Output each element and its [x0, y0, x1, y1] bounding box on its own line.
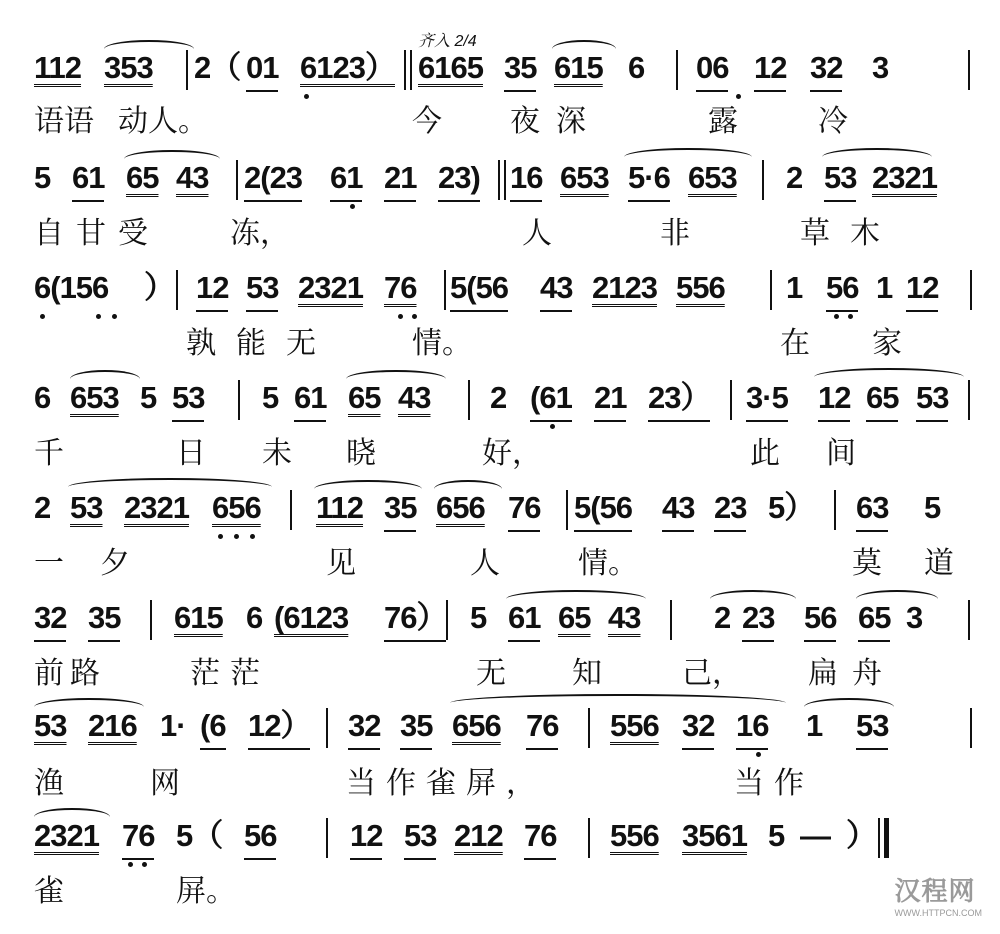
slur — [34, 698, 144, 716]
lyric: 人 — [470, 547, 500, 580]
note-group: 212 — [454, 818, 503, 853]
octave-dot — [736, 94, 741, 99]
octave-dot — [128, 862, 133, 867]
bar-line — [236, 160, 238, 200]
lyric: 孰能无 — [186, 327, 336, 360]
octave-dot — [218, 534, 223, 539]
notation-row-6 — [0, 596, 1000, 648]
watermark-logo — [895, 871, 982, 918]
octave-dot — [834, 314, 839, 319]
bar-line — [326, 818, 328, 858]
note-group: 615 — [174, 600, 223, 635]
slur — [506, 590, 646, 608]
bar-line — [410, 50, 412, 90]
bar-line — [970, 708, 972, 748]
lyric: 当作 — [734, 767, 814, 800]
note-group: 653 — [70, 380, 119, 415]
bar-line — [498, 160, 500, 200]
note-group: 76 — [508, 486, 540, 532]
note-group: 2 — [490, 380, 507, 415]
note-group: 6(156 — [34, 270, 109, 305]
lyric: 渔 — [34, 767, 64, 800]
bar-line — [676, 50, 678, 90]
bar-line — [968, 380, 970, 420]
bar-line — [834, 490, 836, 530]
slur — [814, 368, 964, 386]
note-group: 653 — [688, 160, 737, 195]
note-group: 23） — [648, 376, 710, 422]
note-group: 656 — [452, 708, 501, 743]
note-group: 3·5 — [746, 376, 788, 422]
bar-line — [968, 50, 970, 90]
bar-line — [968, 600, 970, 640]
octave-dot — [350, 204, 355, 209]
lyric: 未 — [262, 437, 292, 470]
lyric: 知 — [572, 657, 602, 690]
note-group: 2 — [34, 490, 51, 525]
bar-line — [504, 160, 506, 200]
bar-line — [150, 600, 152, 640]
lyric: 晓 — [346, 437, 376, 470]
lyric: 己， — [682, 657, 742, 690]
lyric: 见 — [326, 547, 356, 580]
lyric: 人 — [522, 217, 552, 250]
note-group: 556 — [610, 818, 659, 853]
lyric: 动人。 — [118, 105, 208, 138]
note-group: 6 — [246, 600, 263, 635]
lyric: 今 — [412, 105, 442, 138]
note-group: 35 — [400, 704, 432, 750]
tempo-marking: 齐入 2/4 — [418, 33, 477, 50]
note-group: 2 — [786, 160, 803, 195]
note-group: 76 — [122, 814, 154, 860]
lyric: 道 — [924, 547, 954, 580]
note-group: 35 — [384, 486, 416, 532]
slur — [314, 480, 422, 498]
lyric: 好， — [482, 437, 542, 470]
note-group: 2（ — [194, 50, 241, 85]
octave-dot — [398, 314, 403, 319]
lyric: 情。 — [578, 547, 638, 580]
lyric: 在 — [780, 327, 810, 360]
notation-row-3 — [0, 266, 1000, 318]
note-group: 556 — [610, 708, 659, 743]
bar-line — [770, 270, 772, 310]
note-group: 53 — [404, 814, 436, 860]
note-group: 12 — [196, 266, 228, 312]
note-group: 53 — [70, 490, 103, 525]
note-group: 43 — [662, 486, 694, 532]
note-group: (6 — [200, 704, 226, 750]
note-group: 56 — [826, 266, 858, 312]
note-group: 53 — [34, 708, 67, 743]
lyric: 间 — [826, 437, 856, 470]
lyric: 一 — [34, 547, 64, 580]
note-group: 21 — [594, 376, 626, 422]
slur — [346, 370, 446, 388]
note-group: 1 — [876, 270, 893, 305]
bar-line — [290, 490, 292, 530]
lyric: 自甘受 — [34, 217, 160, 250]
lyric: 网 — [150, 767, 180, 800]
note-group: 653 — [560, 160, 609, 195]
slur — [34, 808, 110, 826]
note-group: 23) — [438, 156, 480, 202]
note-group: 76 — [524, 814, 556, 860]
note-group: 43 — [608, 600, 641, 635]
slur — [68, 478, 272, 496]
note-group: 2321 — [298, 270, 363, 305]
note-group: 23 — [742, 596, 774, 642]
note-group: 61 — [72, 156, 104, 202]
bar-line — [970, 270, 972, 310]
notation-row-5 — [0, 486, 1000, 538]
note-group: 3561 — [682, 818, 747, 853]
note-group: 112 — [34, 50, 82, 85]
slur — [70, 370, 140, 388]
octave-dot — [756, 752, 761, 757]
bar-line — [176, 270, 178, 310]
lyric: 冷 — [818, 105, 848, 138]
note-group: 43 — [540, 266, 572, 312]
bar-line — [444, 270, 446, 310]
slur — [804, 698, 894, 716]
lyric: 雀 — [34, 875, 64, 908]
note-group: ） — [144, 270, 174, 305]
bar-line — [326, 708, 328, 748]
lyric: 屏。 — [176, 875, 236, 908]
lyric: 非 — [660, 217, 690, 250]
note-group: 65 — [858, 596, 890, 642]
final-bar-line — [884, 818, 889, 858]
note-group: 61 — [330, 156, 362, 202]
lyric: 夕 — [100, 547, 130, 580]
bar-line — [588, 708, 590, 748]
note-group: 76 — [526, 704, 558, 750]
lyric: 露 — [708, 105, 738, 138]
note-group: 1· — [160, 708, 186, 743]
notation-row-8 — [0, 814, 1000, 866]
lyric: 语语 — [34, 105, 94, 138]
note-group: 5 — [768, 818, 785, 853]
note-group: 61 — [508, 596, 540, 642]
note-group: 61 — [294, 376, 326, 422]
note-group: 35 — [504, 46, 536, 92]
octave-dot — [234, 534, 239, 539]
slur — [450, 694, 786, 712]
note-group: 1 — [786, 270, 803, 305]
bar-line — [468, 380, 470, 420]
note-group: 53 — [824, 156, 856, 202]
note-group: 53 — [246, 266, 278, 312]
octave-dot — [304, 94, 309, 99]
notation-row-2 — [0, 156, 1000, 208]
note-group: 2321 — [872, 160, 937, 195]
octave-dot — [848, 314, 853, 319]
note-group: 06 — [696, 46, 728, 92]
note-group: 56 — [244, 814, 276, 860]
note-group: 12 — [818, 376, 850, 422]
notation-row-1 — [0, 46, 1000, 98]
note-group: 556 — [676, 270, 725, 305]
note-group: 2123 — [592, 270, 657, 305]
lyric: 当作雀屏， — [346, 767, 546, 800]
note-group: 12） — [248, 704, 310, 750]
note-group: 2 — [714, 600, 731, 635]
lyric: 莫 — [852, 547, 882, 580]
note-group: 23 — [714, 486, 746, 532]
note-group: 6 — [628, 50, 645, 85]
note-group: 21 — [384, 156, 416, 202]
note-group: 35 — [88, 596, 120, 642]
octave-dot — [142, 862, 147, 867]
note-group: 656 — [436, 490, 485, 525]
lyric: 扁舟 — [808, 657, 896, 690]
lyric: 此 — [750, 437, 780, 470]
note-group: 32 — [682, 704, 714, 750]
lyric: 夜深 — [510, 105, 602, 138]
slur — [124, 150, 220, 168]
note-group: 5(56 — [450, 266, 508, 312]
slur — [856, 590, 938, 608]
note-group: 5(56 — [574, 486, 632, 532]
lyric: 日 — [176, 437, 206, 470]
note-group: 1 — [806, 708, 823, 743]
note-group: 5 — [262, 380, 279, 415]
note-group: (6123 — [274, 600, 349, 635]
note-group: 53 — [916, 376, 948, 422]
note-group: 32 — [34, 596, 66, 642]
octave-dot — [550, 424, 555, 429]
note-group: 5 — [34, 160, 51, 195]
watermark-name: 汉程网 — [894, 876, 976, 906]
lyric: 无 — [476, 657, 506, 690]
note-group: 16 — [510, 156, 542, 202]
octave-dot — [112, 314, 117, 319]
note-group: 3 — [906, 600, 923, 635]
note-group: 76） — [384, 596, 446, 642]
note-group: — — [800, 818, 830, 853]
note-group: 43 — [398, 380, 431, 415]
note-group: 16 — [736, 704, 768, 750]
bar-line — [404, 50, 406, 90]
note-group: (61 — [530, 376, 572, 422]
note-group: 6 — [34, 380, 51, 415]
lyric: 草木 — [800, 217, 900, 250]
note-group: 3 — [872, 50, 889, 85]
note-group: 56 — [804, 596, 836, 642]
notation-row-7 — [0, 704, 1000, 756]
lyric: 前路 — [34, 657, 106, 690]
note-group: 32 — [810, 46, 842, 92]
bar-line — [446, 600, 448, 640]
note-group: 12 — [906, 266, 938, 312]
note-group: 6165 — [418, 50, 483, 85]
note-group: 5（ — [176, 818, 223, 853]
note-group: 12 — [754, 46, 786, 92]
note-group: 216 — [88, 708, 137, 743]
note-group: 63 — [856, 486, 888, 532]
note-group: 53 — [172, 376, 204, 422]
note-group: 65 — [348, 380, 381, 415]
note-group: 2(23 — [244, 156, 302, 202]
slur — [624, 148, 752, 166]
note-group: 2321 — [34, 818, 99, 853]
note-group: 65 — [126, 160, 159, 195]
note-group: 65 — [558, 600, 591, 635]
slur — [434, 480, 502, 498]
bar-line — [588, 818, 590, 858]
octave-dot — [412, 314, 417, 319]
bar-line — [730, 380, 732, 420]
notation-row-4 — [0, 376, 1000, 428]
note-group: 76 — [384, 270, 417, 305]
note-group: ） — [846, 818, 876, 853]
octave-dot — [96, 314, 101, 319]
lyric: 情。 — [412, 327, 472, 360]
note-group: 5 — [140, 380, 157, 415]
bar-line — [566, 490, 568, 530]
lyric: 茫茫 — [190, 657, 270, 690]
watermark-url: WWW.HTTPCN.COM — [894, 908, 982, 918]
bar-line — [238, 380, 240, 420]
note-group: 6123） — [300, 50, 395, 85]
note-group: 5） — [768, 490, 815, 525]
octave-dot — [250, 534, 255, 539]
note-group: 65 — [866, 376, 898, 422]
note-group: 32 — [348, 704, 380, 750]
note-group: 112 — [316, 490, 364, 525]
note-group: 5 — [924, 490, 941, 525]
slur — [710, 590, 796, 608]
note-group: 353 — [104, 50, 153, 85]
slur — [552, 40, 616, 58]
slur — [104, 40, 194, 58]
note-group: 5 — [470, 600, 487, 635]
note-group: 12 — [350, 814, 382, 860]
lyric: 冻， — [230, 217, 290, 250]
note-group: 53 — [856, 704, 888, 750]
octave-dot — [40, 314, 45, 319]
bar-line — [670, 600, 672, 640]
slur — [822, 148, 932, 166]
note-group: 2321 — [124, 490, 189, 525]
note-group: 615 — [554, 50, 603, 85]
lyric: 千 — [34, 437, 64, 470]
lyric: 家 — [872, 327, 902, 360]
bar-line — [762, 160, 764, 200]
note-group: 01 — [246, 46, 278, 92]
note-group: 5·6 — [628, 156, 670, 202]
note-group: 656 — [212, 490, 261, 525]
bar-line — [878, 818, 880, 858]
note-group: 43 — [176, 160, 209, 195]
